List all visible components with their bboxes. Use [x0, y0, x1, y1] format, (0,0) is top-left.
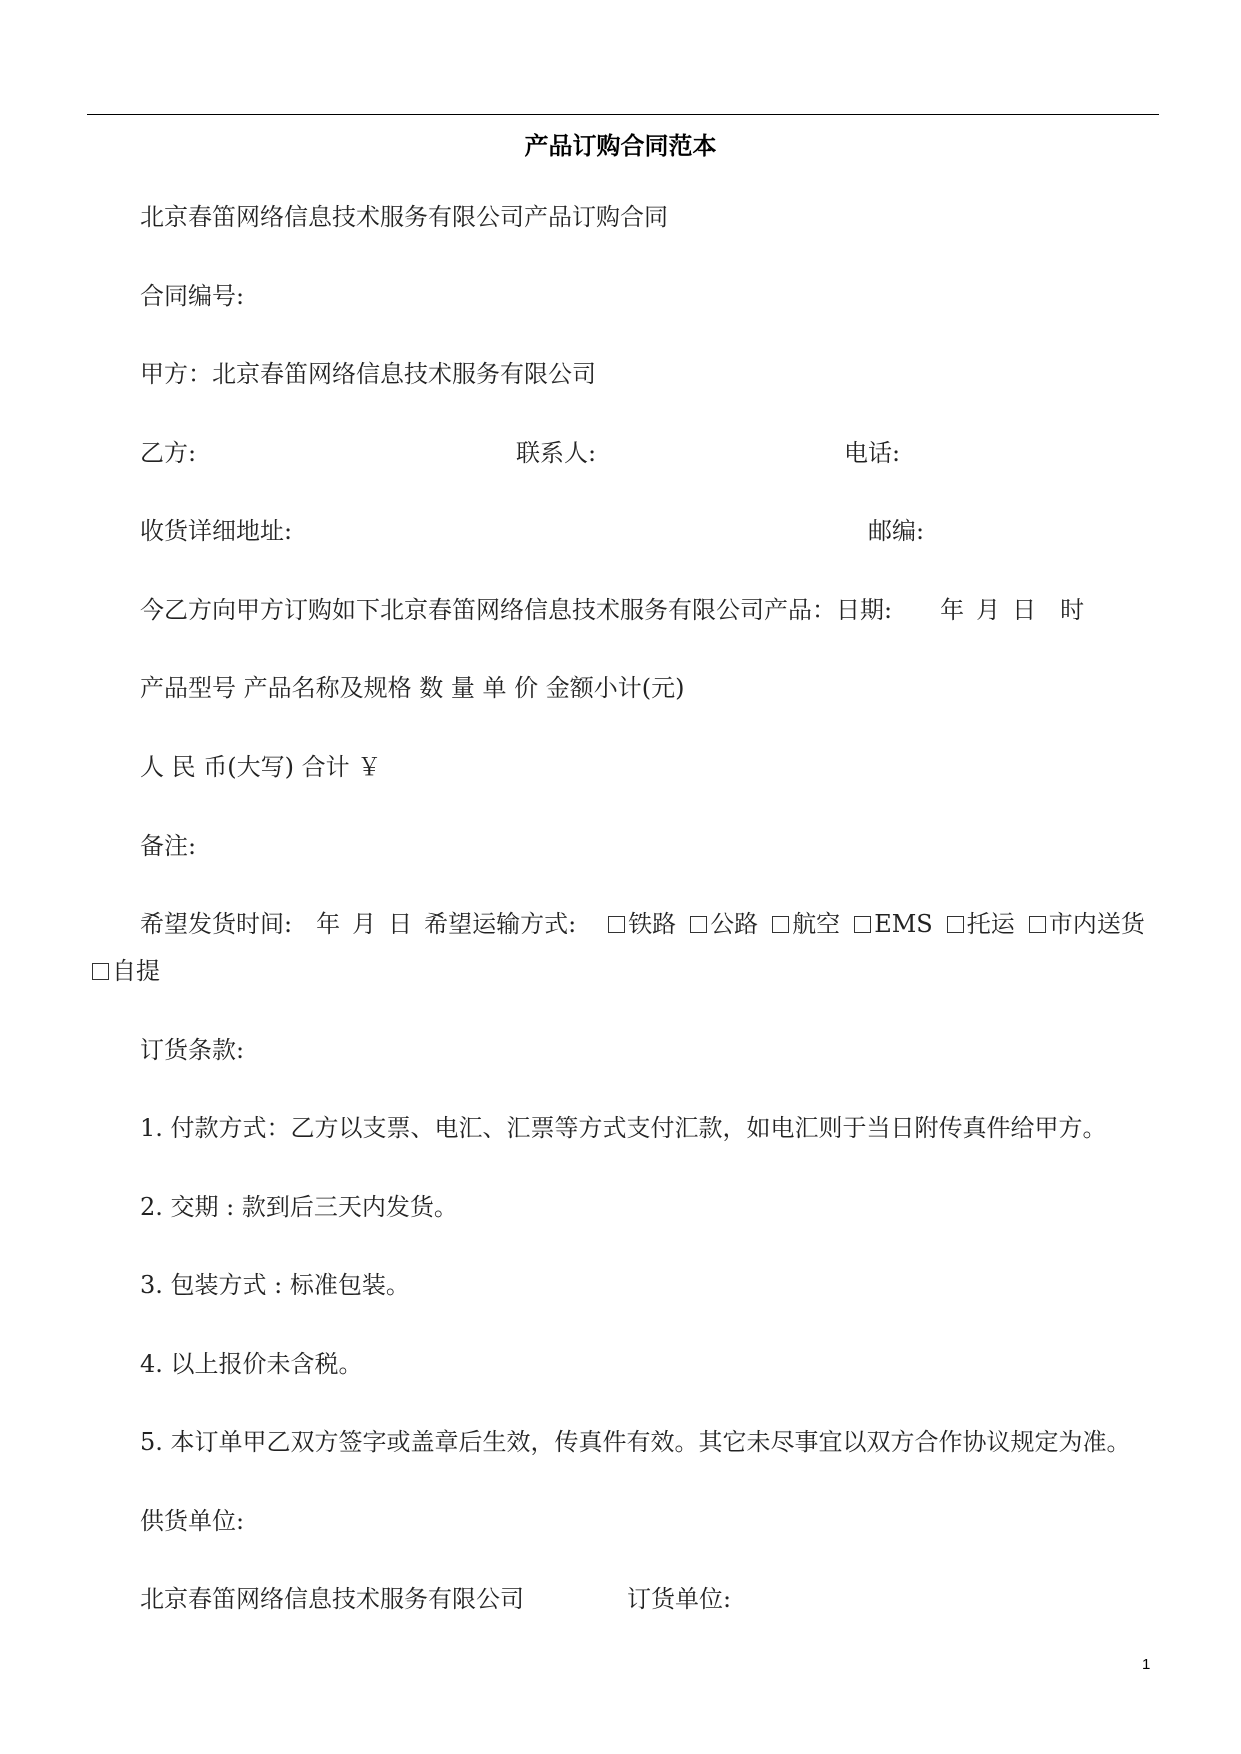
term-item: 2. 交期 : 款到后三天内发货。	[140, 1193, 458, 1221]
checkbox-icon[interactable]	[772, 916, 789, 933]
delivery-time-label: 希望发货时间:	[140, 910, 293, 938]
page-number: 1	[1142, 1656, 1151, 1673]
remarks-label: 备注:	[140, 832, 197, 860]
order-day: 日	[1012, 596, 1037, 624]
terms-heading: 订货条款:	[140, 1036, 245, 1064]
order-year: 年	[940, 596, 965, 624]
supplier-label: 供货单位:	[140, 1507, 245, 1535]
transport-option-ems[interactable]: EMS	[854, 907, 933, 941]
term-item: 5. 本订单甲乙双方签字或盖章后生效，传真件有效。其它未尽事宜以双方合作协议规定为准。	[140, 1428, 1131, 1456]
checkbox-icon[interactable]	[690, 916, 707, 933]
order-intro-text: 今乙方向甲方订购如下北京春笛网络信息技术服务有限公司产品：日期:	[140, 596, 893, 624]
transport-option-consign[interactable]: 托运	[947, 907, 1015, 941]
checkbox-icon[interactable]	[608, 916, 625, 933]
checkbox-icon[interactable]	[854, 916, 871, 933]
buyer-label: 订货单位:	[627, 1585, 732, 1613]
contact-label: 联系人:	[516, 439, 597, 467]
transport-options	[576, 910, 1145, 938]
transport-option-air[interactable]: 航空	[772, 907, 840, 941]
checkbox-icon[interactable]	[92, 963, 109, 980]
delivery-month: 月	[352, 910, 377, 938]
zip-label: 邮编:	[868, 517, 925, 545]
header-rule	[87, 114, 1159, 115]
address-label: 收货详细地址:	[140, 517, 293, 545]
total-amount-line: 人 民 币(大写) 合计 ￥	[140, 753, 382, 781]
term-item: 4. 以上报价未含税。	[140, 1350, 363, 1378]
term-item: 1. 付款方式：乙方以支票、电汇、汇票等方式支付汇款，如电汇则于当日附传真件给甲方。	[140, 1114, 1107, 1142]
party-a: 甲方：北京春笛网络信息技术服务有限公司	[140, 360, 596, 388]
order-intro	[140, 593, 1084, 627]
order-month: 月	[976, 596, 1001, 624]
contract-number-label: 合同编号:	[140, 282, 245, 310]
contract-subtitle: 北京春笛网络信息技术服务有限公司产品订购合同	[140, 203, 668, 231]
product-table-header: 产品型号 产品名称及规格 数 量 单 价 金额小计(元)	[140, 674, 685, 702]
transport-method-label: 希望运输方式:	[424, 910, 577, 938]
transport-option-road[interactable]: 公路	[690, 907, 758, 941]
order-hour: 时	[1060, 596, 1085, 624]
party-b-label: 乙方:	[140, 439, 197, 467]
checkbox-icon[interactable]	[1029, 916, 1046, 933]
delivery-year: 年	[316, 910, 341, 938]
document-title: 产品订购合同范本	[524, 131, 717, 160]
delivery-line	[140, 907, 1145, 941]
supplier-name: 北京春笛网络信息技术服务有限公司	[140, 1585, 524, 1613]
transport-option-local[interactable]: 市内送货	[1029, 907, 1145, 941]
transport-option-rail[interactable]: 铁路	[608, 907, 676, 941]
transport-option-self-pickup[interactable]: 自提	[92, 954, 160, 988]
checkbox-icon[interactable]	[947, 916, 964, 933]
delivery-day: 日	[388, 910, 413, 938]
phone-label: 电话:	[844, 439, 901, 467]
term-item: 3. 包装方式 : 标准包装。	[140, 1271, 410, 1299]
